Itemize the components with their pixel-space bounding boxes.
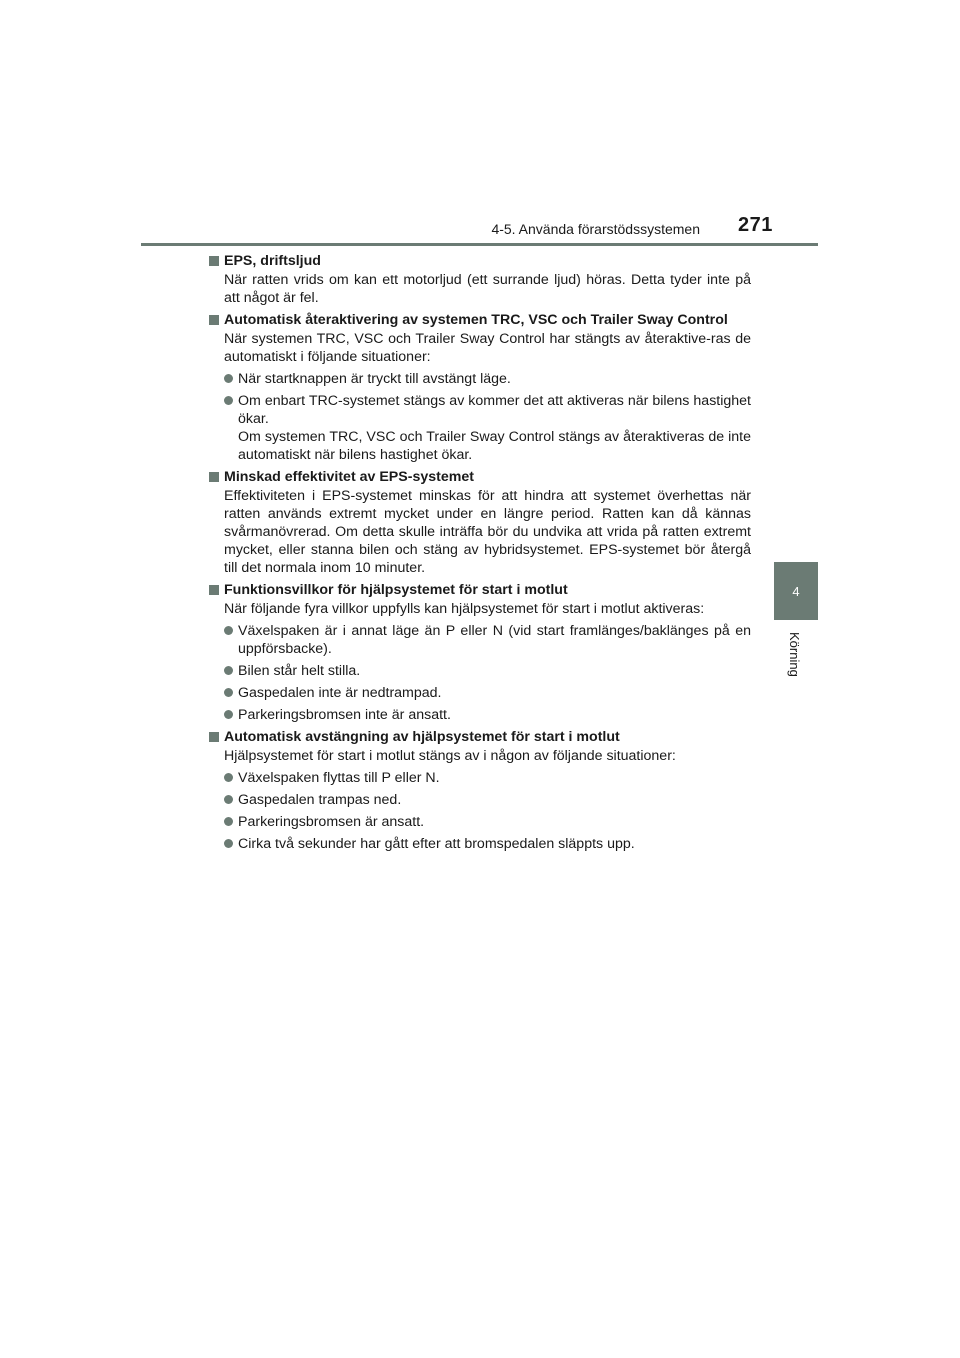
round-bullet-icon [224, 374, 233, 383]
list-item-text: När startknappen är tryckt till avstängt läge. [238, 371, 511, 387]
list-item [209, 813, 751, 831]
square-bullet-icon [209, 472, 219, 482]
list-item-text: Om systemen TRC, VSC och Trailer Sway Control stängs av återaktiveras de inte automatiskt när bilens hastighet ökar. [238, 429, 751, 463]
section-heading [209, 252, 751, 270]
section-heading [209, 581, 751, 599]
round-bullet-icon [224, 710, 233, 719]
list-item-text: Om enbart TRC-systemet stängs av kommer det att aktiveras när bilens hastighet ökar. [238, 393, 751, 427]
header-rule [141, 243, 818, 246]
square-bullet-icon [209, 585, 219, 595]
section-paragraph: När systemen TRC, VSC och Trailer Sway Control har stängts av återaktive-ras de automatiskt i följande situationer: [224, 331, 751, 365]
section-hill-start-conditions [209, 581, 751, 724]
round-bullet-icon [224, 688, 233, 697]
chapter-label: Körning [787, 632, 802, 677]
list-item [209, 706, 751, 724]
heading-text: Automatisk återaktivering av systemen TRC, VSC och Trailer Sway Control [224, 312, 728, 328]
section-title: 4-5. Använda förarstödssystemen [491, 221, 700, 237]
section-heading [209, 311, 751, 329]
list-item [209, 370, 751, 388]
section-paragraph: Effektiviteten i EPS-systemet minskas för att hindra att systemet överhettas när ratten används extremt mycket under en längre period. Ratten kan då kännas svårmanövrerad. Om detta skulle inträffa bör du undvika att vrida på ratten extremt mycket, eller stanna bilen och stäng av hybridsystemet. EPS-systemet bör återgå till det normala inom 10 minuter. [224, 488, 751, 576]
round-bullet-icon [224, 839, 233, 848]
chapter-tab: 4 [774, 562, 818, 620]
section-eps-noise [209, 252, 751, 307]
page-number: 271 [738, 214, 773, 236]
section-auto-reactivation [209, 311, 751, 464]
list-item [209, 769, 751, 787]
round-bullet-icon [224, 795, 233, 804]
list-item-text: Bilen står helt stilla. [238, 663, 361, 679]
heading-text: EPS, driftsljud [224, 253, 321, 269]
list-item-text: Parkeringsbromsen är ansatt. [238, 814, 425, 830]
list-item-text: Växelspaken är i annat läge än P eller N (vid start framlänges/baklänges på en uppförsbacke). [238, 623, 751, 657]
list-item [209, 622, 751, 658]
heading-text: Minskad effektivitet av EPS-systemet [224, 469, 474, 485]
section-heading [209, 468, 751, 486]
square-bullet-icon [209, 315, 219, 325]
round-bullet-icon [224, 817, 233, 826]
list-item-text: Växelspaken flyttas till P eller N. [238, 770, 440, 786]
list-item [209, 684, 751, 702]
heading-text: Funktionsvillkor för hjälpsystemet för start i motlut [224, 582, 568, 598]
square-bullet-icon [209, 256, 219, 266]
section-paragraph: När ratten vrids om kan ett motorljud (ett surrande ljud) höras. Detta tyder inte på att något är fel. [224, 272, 751, 306]
list-item [209, 835, 751, 853]
section-paragraph: När följande fyra villkor uppfylls kan hjälpsystemet för start i motlut aktiveras: [224, 601, 705, 617]
round-bullet-icon [224, 666, 233, 675]
square-bullet-icon [209, 732, 219, 742]
list-item-text: Gaspedalen inte är nedtrampad. [238, 685, 442, 701]
section-eps-efficiency [209, 468, 751, 577]
round-bullet-icon [224, 626, 233, 635]
list-item [209, 392, 751, 464]
section-paragraph: Hjälpsystemet för start i motlut stängs av i någon av följande situationer: [224, 748, 676, 764]
list-item-text: Parkeringsbromsen inte är ansatt. [238, 707, 451, 723]
list-item [209, 791, 751, 809]
section-hill-start-cancellation [209, 728, 751, 853]
list-item-text: Gaspedalen trampas ned. [238, 792, 402, 808]
heading-text: Automatisk avstängning av hjälpsystemet för start i motlut [224, 729, 620, 745]
round-bullet-icon [224, 773, 233, 782]
list-item [209, 662, 751, 680]
round-bullet-icon [224, 396, 233, 405]
section-heading [209, 728, 751, 746]
list-item-text: Cirka två sekunder har gått efter att bromspedalen släppts upp. [238, 836, 635, 852]
page-content [209, 252, 751, 857]
